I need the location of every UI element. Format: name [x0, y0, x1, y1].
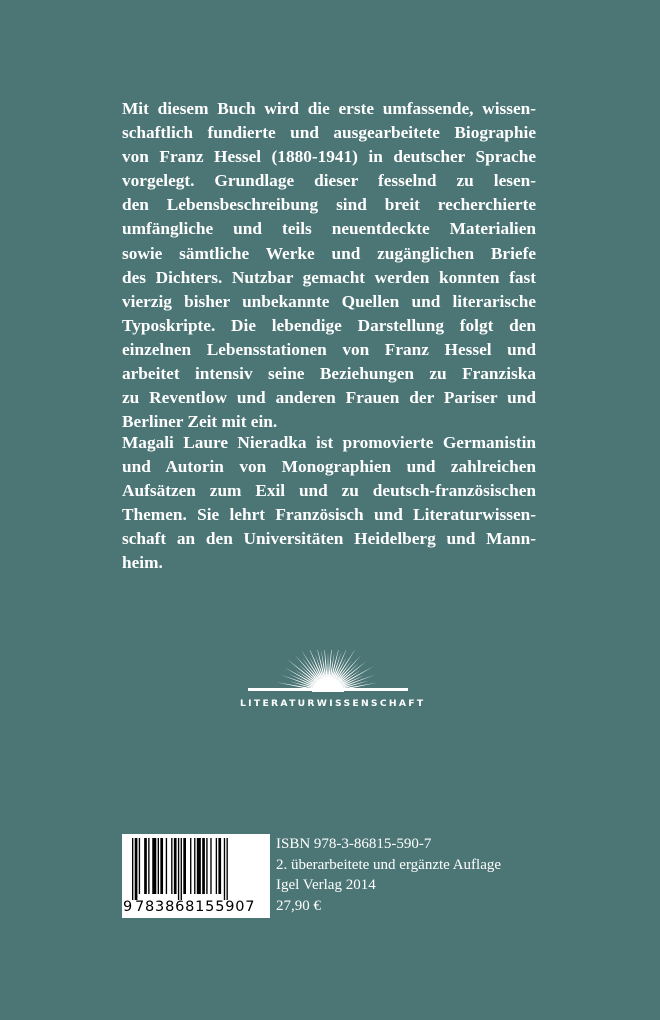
publisher-series-logo [240, 650, 426, 712]
book-description [122, 97, 536, 434]
barcode-bar [174, 838, 177, 894]
description-line: sowie sämtliche Werke und zugänglichen Briefe [122, 243, 536, 263]
author-line: Aufsätzen zum Exil und zu deutsch-französischen [122, 481, 536, 501]
barcode-bar [181, 838, 182, 900]
barcode-bar [202, 838, 205, 894]
author-bio [122, 431, 536, 576]
description-line: schaftlich fundierte und ausgearbeitete Biographie [122, 123, 536, 143]
barcode-bar [194, 838, 195, 894]
edition-text: 2. überarbeitete und ergänzte Auflage [276, 856, 502, 873]
series-name: LITERATURWISSENSCHAFT [240, 698, 426, 709]
sun-ray [342, 666, 375, 685]
barcode-bar [166, 838, 167, 894]
sunburst-icon [240, 650, 416, 695]
barcode-bar [135, 838, 138, 900]
description-line: arbeitet intensiv seine Beziehungen zu Franziska [122, 364, 536, 384]
barcode-bar [171, 838, 172, 894]
sun-ray [284, 667, 314, 684]
author-line: schaft an den Universitäten Heidelberg und Mann- [122, 529, 536, 549]
sun-ray [301, 650, 320, 679]
description-line: umfängliche und teils neuentdeckte Materialien [122, 219, 536, 239]
description-line: des Dichters. Nutzbar gemacht werden konnten fast [122, 267, 536, 287]
description-line: den Lebensbeschreibung sind breit recherchierte [122, 195, 536, 215]
description-line: Mit diesem Buch wird die erste umfassende, wissen- [122, 99, 536, 118]
sun-ray [327, 652, 328, 676]
price-text: 27,90 € [276, 897, 321, 914]
barcode-bar [160, 838, 163, 894]
barcode-bar [190, 838, 191, 894]
barcode-bar [224, 838, 225, 900]
barcode-bar [148, 838, 149, 894]
author-line: und Autorin von Monographien und zahlreichen [122, 457, 536, 477]
barcode-bar [144, 838, 147, 894]
barcode-bar [227, 838, 228, 900]
barcode-bar [152, 838, 156, 894]
barcode-bar [218, 838, 221, 894]
barcode-bar [178, 838, 179, 900]
barcode-bar [158, 838, 159, 894]
author-line: Magali Laure Nieradka ist promovierte Germanistin [122, 433, 536, 452]
barcode-bar [210, 838, 211, 894]
isbn-text: ISBN 978-3-86815-590-7 [276, 836, 432, 852]
publisher-text: Igel Verlag 2014 [276, 877, 376, 893]
description-line: vierzig bisher unbekannte Quellen und literarische [122, 291, 536, 311]
description-line: zu Reventlow und anderen Frauen der Pariser und [122, 388, 536, 408]
isbn-barcode [122, 834, 270, 918]
author-line: Themen. Sie lehrt Französisch und Literaturwissen- [122, 505, 536, 525]
barcode-bar [206, 838, 207, 894]
barcode-bar [216, 838, 217, 894]
description-line: von Franz Hessel (1880-1941) in deutscher Sprache [122, 147, 536, 167]
description-line: einzelnen Lebensstationen von Franz Hessel und [122, 339, 536, 359]
barcode-bar [183, 838, 186, 894]
barcode-bar [197, 838, 201, 894]
author-line: heim. [122, 553, 163, 573]
barcode-number: 783868155907 [135, 899, 256, 915]
sun-ray [307, 650, 322, 678]
description-line: Berliner Zeit mit ein. [122, 412, 278, 432]
barcode-bar [132, 838, 133, 900]
barcode-bar [139, 838, 140, 894]
barcode-digits [122, 898, 270, 916]
publication-info [276, 834, 536, 916]
barcode-bars [132, 838, 266, 900]
description-line: Typoskripte. Die lebendige Darstellung folgt den [122, 315, 536, 335]
description-line: vorgelegt. Grundlage dieser fesselnd zu lesen- [122, 171, 536, 191]
barcode-lead-digit: 9 [123, 899, 134, 915]
